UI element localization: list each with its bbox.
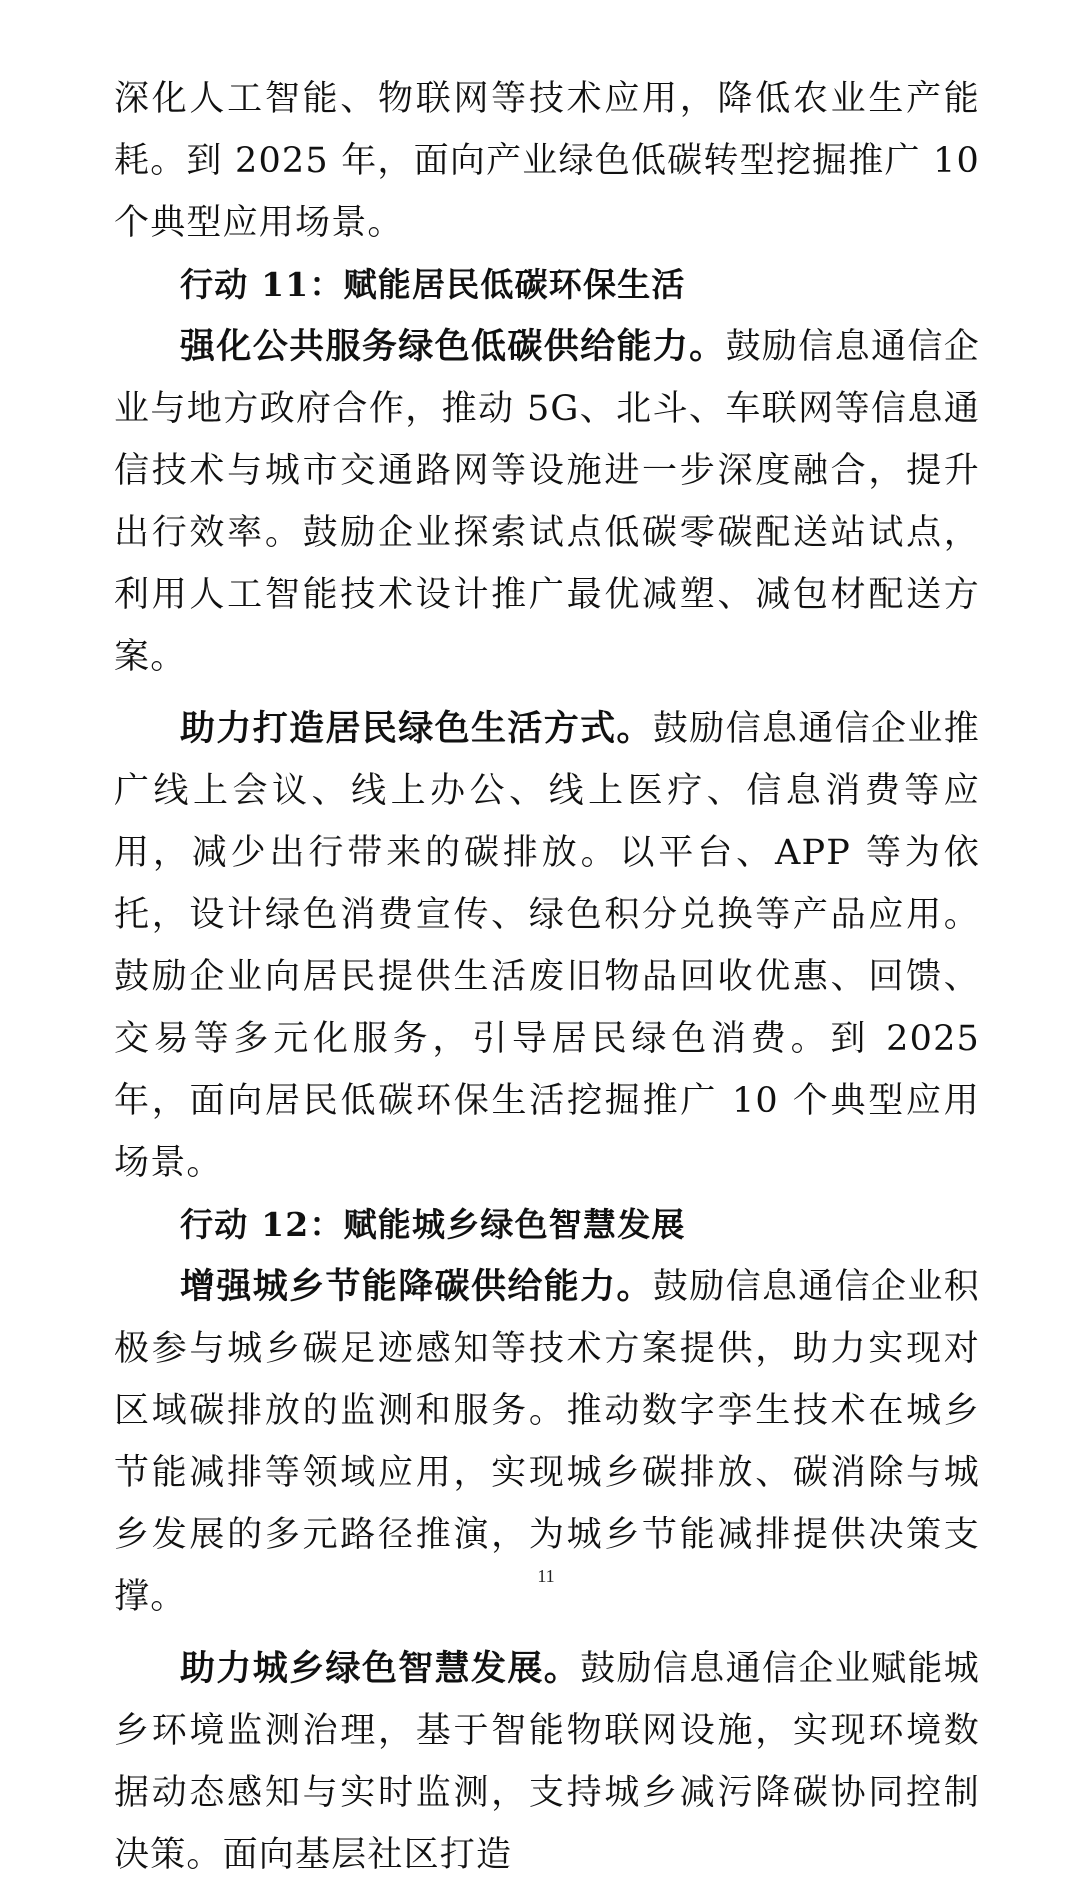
paragraph-lead: 增强城乡节能降碳供给能力。 — [180, 1266, 653, 1307]
paragraph-text: 鼓励信息通信企业推广线上会议、线上办公、线上医疗、信息消费等应用，减少出行带来的碳排放。以平台、APP 等为依托，设计绿色消费宣传、绿色积分兑换等产品应用。鼓励企业向居民提供生活废旧物品回收优惠、回馈、交易等多元化服务，引导居民绿色消费。到 2025 年，面向居民低碳环保生活挖掘推广 10 个典型应用场景。 — [114, 709, 980, 1183]
paragraph-lead: 助力城乡绿色智慧发展。 — [180, 1648, 581, 1689]
section-heading-action-11: 行动 11：赋能居民低碳环保生活 — [180, 265, 686, 304]
paragraph-public-services — [114, 316, 980, 688]
paragraph-green-lifestyle — [114, 698, 980, 1194]
document-body — [114, 68, 980, 1886]
paragraph-lead: 助力打造居民绿色生活方式。 — [180, 708, 653, 749]
paragraph-intro: 深化人工智能、物联网等技术应用，降低农业生产能耗。到 2025 年，面向产业绿色低碳转型挖掘推广 10 个典型应用场景。 — [114, 79, 980, 243]
section-heading-action-12: 行动 12：赋能城乡绿色智慧发展 — [180, 1205, 686, 1244]
paragraph-text: 鼓励信息通信企业积极参与城乡碳足迹感知等技术方案提供，助力实现对区域碳排放的监测和服务。推动数字孪生技术在城乡节能减排等领域应用，实现城乡碳排放、碳消除与城乡发展的多元路径推演，为城乡节能减排提供决策支撑。 — [114, 1267, 980, 1617]
paragraph-text: 鼓励信息通信企业赋能城乡环境监测治理，基于智能物联网设施，实现环境数据动态感知与实时监测，支持城乡减污降碳协同控制决策。面向基层社区打造 — [114, 1649, 981, 1875]
paragraph-text: 鼓励信息通信企业与地方政府合作，推动 5G、北斗、车联网等信息通信技术与城市交通路网等设施进一步深度融合，提升出行效率。鼓励企业探索试点低碳零碳配送站试点，利用人工智能技术设计推广最优减塑、减包材配送方案。 — [114, 327, 980, 677]
paragraph-urban-rural-smart — [114, 1638, 980, 1886]
page-number: 11 — [537, 1566, 555, 1586]
paragraph-lead: 强化公共服务绿色低碳供给能力。 — [180, 326, 726, 367]
